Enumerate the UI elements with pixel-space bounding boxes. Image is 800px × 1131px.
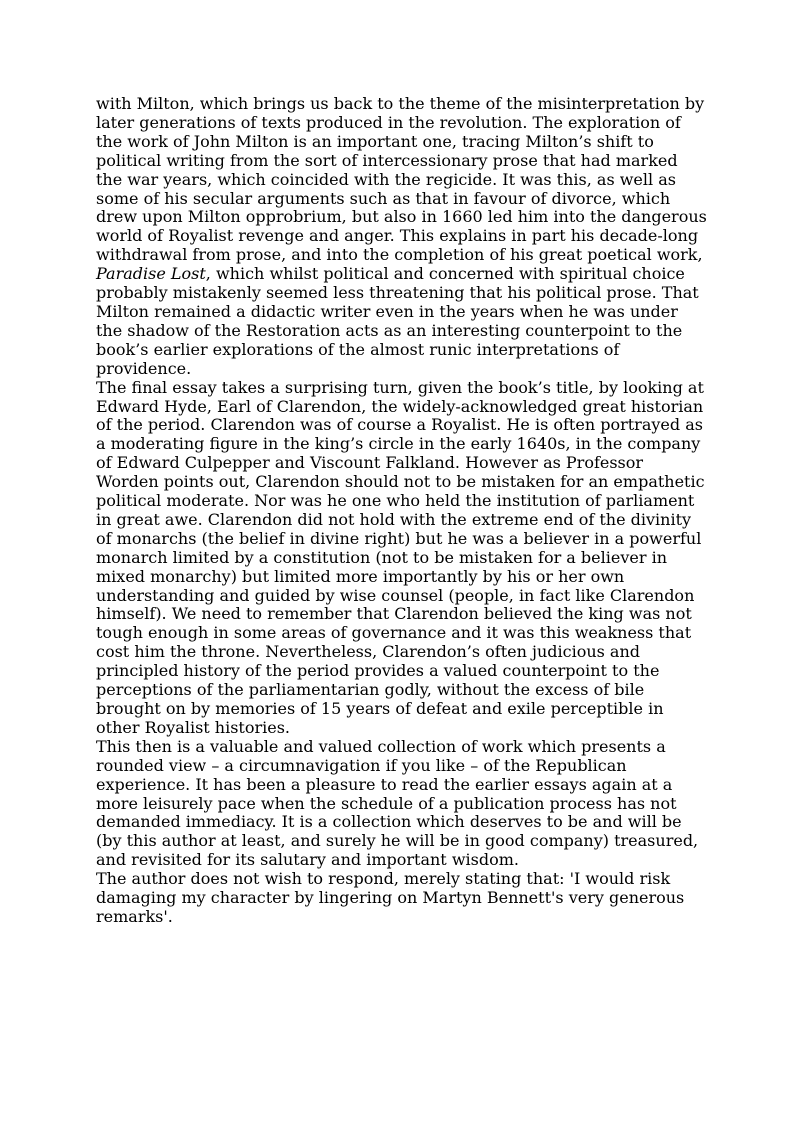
paragraph-clarendon: The final essay takes a surprising turn, given the book’s title, by looking at Edward Hyde, Earl of Clarendon, the widely-acknowledged great historian of the period. Clarendon was of course a Royalist. He is often portrayed as a moderating figure in the king’s circle in the early 1640s, in the company of Edward Culpepper and Viscount Falkland. However as Professor Worden points out, Clarendon should not to be mistaken for an empathetic political moderate. Nor was he one who held the institution of parliament in great awe. Clarendon did not hold with the extreme end of the divinity of monarchs (the belief in divine right) but he was a believer in a powerful monarch limited by a constitution (not to be mistaken for a believer in mixed monarchy) but limited more importantly by his or her own understanding and guided by wise counsel (people, in fact like Clarendon himself). We need to remember that Clarendon believed the king was not tough enough in some areas of governance and it was this weakness that cost him the throne. Nevertheless, Clarendon’s often judicious and principled history of the period provides a valued counterpoint to the perceptions of the parliamentarian godly, without the excess of bile brought on by memories of 15 years of defeat and exile perceptible in other Royalist histories. (96, 377, 705, 737)
paragraph-milton-text-end: , which whilst political and concerned with spiritual choice probably mistakenly seemed less threatening that his political prose. That Milton remained a didactic writer even in the years when he was under the shadow of the Restoration acts as an interesting counterpoint to the book’s earlier explorations of the almost runic interpretations of providence. (96, 264, 699, 378)
paragraph-milton-text-start: with Milton, which brings us back to the theme of the misinterpretation by later generations of texts produced in the revolution. The exploration of the work of John Milton is an important one, tracing Milton’s shift to political writing from the sort of intercessionary prose that had marked the war years, which coincided with the regicide. It was this, as well as some of his secular arguments such as that in favour of divorce, which drew upon Milton opprobrium, but also in 1660 led him into the dangerous world of Royalist revenge and anger. This explains in part his decade-long withdrawal from prose, and into the completion of his great poetical work, (96, 94, 707, 265)
book-title-paradise-lost: Paradise Lost (96, 264, 206, 284)
paragraph-author-response: The author does not wish to respond, merely stating that: 'I would risk damaging my character by lingering on Martyn Bennett's very generous remarks'. (96, 869, 685, 926)
paragraph-milton (96, 95, 708, 379)
paragraph-conclusion: This then is a valuable and valued collection of work which presents a rounded view – a circumnavigation if you like – of the Republican experience. It has been a pleasure to read the earlier essays again at a more leisurely pace when the schedule of a publication process has not demanded immediacy. It is a collection which deserves to be and will be (by this author at least, and surely he will be in good company) treasured, and revisited for its salutary and important wisdom. (96, 736, 699, 870)
document-body (96, 95, 708, 927)
